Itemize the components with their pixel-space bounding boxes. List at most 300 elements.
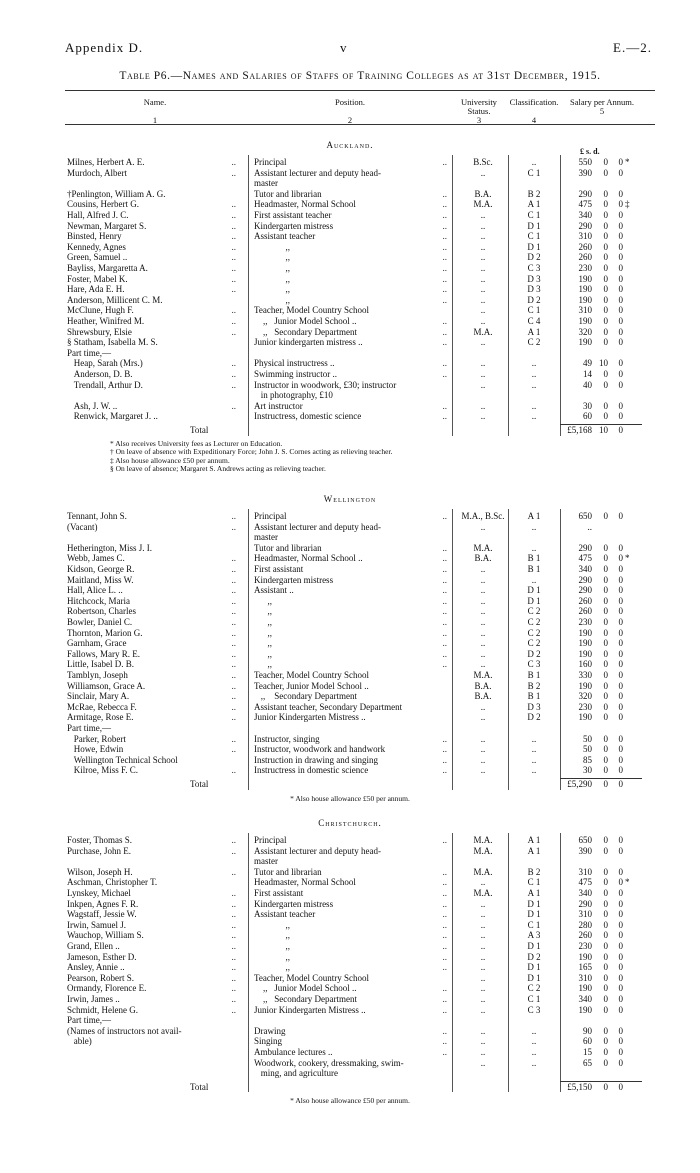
salary-shillings-cell: 0	[603, 648, 608, 659]
leader-dots: ..	[231, 210, 236, 220]
salary-pounds-cell: 230	[578, 263, 592, 273]
position-cell: Assistant teacher, Secondary Department	[254, 701, 403, 712]
salary-pounds-cell: 60	[583, 1036, 592, 1047]
classification-cell: C 3	[527, 1004, 541, 1015]
table-row	[0, 337, 700, 348]
classification-cell: A 1	[527, 888, 541, 898]
salary-shillings-cell: 0	[603, 337, 608, 348]
position-cell: Assistant teacher	[254, 909, 316, 920]
salary-pence-cell: 0	[618, 866, 623, 877]
name-cell: Kidson, George R.	[67, 564, 135, 574]
salary-pounds-cell: 290	[578, 574, 592, 585]
name-cell: Garnham, Grace	[67, 638, 127, 649]
leader-dots: ..	[442, 585, 447, 596]
footnote: * Also house allowance £50 per annum.	[290, 793, 410, 803]
status-cell: B.A.	[474, 188, 492, 199]
table-row	[0, 973, 700, 984]
status-cell: M.A.	[473, 845, 493, 856]
salary-shillings-cell: 0	[603, 231, 608, 242]
classification-cell: D 1	[527, 585, 541, 596]
salary-shillings-cell: 0	[603, 1036, 608, 1047]
leader-dots: ..	[442, 951, 447, 962]
salary-pence-cell: 0	[618, 358, 623, 369]
position-cell: ,, Secondary Department	[254, 691, 357, 702]
salary-shillings-cell: 0	[603, 941, 608, 951]
position-cell: ,,	[254, 595, 272, 606]
classification-cell: C 2	[527, 627, 541, 638]
salary-pence-cell: 0	[618, 564, 623, 574]
leader-dots: ..	[231, 627, 236, 638]
position-cell: Kindergarten mistress	[254, 574, 334, 585]
salary-pence-cell: 0	[618, 252, 623, 263]
salary-shillings-cell: 0	[603, 1004, 608, 1015]
position-cell: Junior Kindergarten Mistress ..	[254, 1004, 366, 1015]
table-row	[0, 1005, 700, 1016]
name-cell: Wellington Technical School	[67, 754, 178, 765]
classification-cell: D 1	[527, 941, 541, 951]
classification-cell: C 2	[527, 337, 541, 348]
salary-pounds-cell: 190	[578, 680, 592, 691]
salary-pence-cell: 0	[618, 585, 623, 596]
status-cell: M.A.	[473, 542, 493, 553]
name-cell: Williamson, Grace A.	[67, 680, 146, 691]
status-cell: ..	[480, 241, 486, 252]
total-rule	[560, 778, 642, 779]
status-cell: ..	[480, 962, 486, 973]
table-row	[0, 380, 700, 391]
salary-shillings-cell: 0	[603, 617, 608, 627]
table-row	[0, 585, 700, 596]
salary-pounds-cell: 475	[578, 199, 592, 210]
column-rule	[248, 833, 249, 1092]
leader-dots: ..	[442, 400, 447, 411]
table-row	[0, 962, 700, 973]
salary-shillings-cell: 0	[603, 542, 608, 553]
leader-dots: ..	[231, 521, 236, 532]
position-cell: Instructress in domestic science	[254, 765, 369, 776]
name-cell: Pearson, Robert S.	[67, 972, 134, 983]
table-row	[0, 856, 700, 867]
classification-cell: C 2	[527, 617, 541, 627]
column-rule	[560, 833, 561, 1092]
name-cell: Armitage, Rose E.	[67, 712, 134, 723]
leader-dots: ..	[231, 305, 236, 316]
salary-pence-cell: 0	[618, 542, 623, 553]
position-cell: ,,	[254, 263, 290, 273]
classification-cell: C 1	[527, 919, 541, 930]
leader-dots: ..	[231, 919, 236, 930]
salary-shillings-cell: 0	[603, 606, 608, 617]
leader-dots: ..	[231, 648, 236, 659]
status-cell: ..	[480, 712, 486, 723]
salary-shillings-cell: 0	[603, 157, 608, 167]
classification-cell: ..	[531, 369, 537, 379]
salary-pence-cell: 0	[618, 877, 623, 888]
salary-pence-cell: 0	[618, 733, 623, 744]
leader-dots: ..	[442, 744, 447, 755]
leader-dots: ..	[442, 273, 447, 284]
leader-dots: ..	[231, 1004, 236, 1015]
status-cell: ..	[480, 648, 486, 659]
salary-pounds-cell: 30	[583, 400, 592, 411]
salary-shillings-cell: 0	[603, 167, 608, 178]
salary-shillings-cell: 0	[603, 294, 608, 305]
salary-pounds-cell: 310	[578, 866, 592, 877]
classification-cell: D 1	[527, 595, 541, 606]
salary-pence-cell: 0	[618, 712, 623, 723]
salary-pounds-cell: 190	[578, 627, 592, 638]
leader-dots: ..	[231, 972, 236, 983]
salary-shillings-cell: 0	[603, 1057, 608, 1068]
position-cell: ,,	[254, 648, 272, 659]
classification-cell: C 1	[527, 994, 541, 1004]
position-cell: ,,	[254, 919, 290, 930]
table-row	[0, 295, 700, 306]
table-row	[0, 1068, 700, 1079]
position-cell: First assistant	[254, 888, 304, 898]
salary-pounds-cell: 310	[578, 305, 592, 316]
classification-cell: B 2	[527, 680, 541, 691]
salary-pounds-cell: 160	[578, 659, 592, 670]
leader-dots: ..	[231, 400, 236, 411]
name-cell: Heap, Sarah (Mrs.)	[67, 358, 143, 369]
salary-pence-cell: 0	[618, 606, 623, 617]
table-row	[0, 983, 700, 994]
salary-pence-cell: 0	[618, 765, 623, 776]
position-cell: Junior Kindergarten Mistress ..	[254, 712, 366, 723]
leader-dots: ..	[231, 888, 236, 898]
position-cell: Teacher, Model Country School	[254, 972, 369, 983]
salary-pence-cell: 0	[618, 648, 623, 659]
salary-shillings-cell: 0	[603, 316, 608, 326]
salary-pounds-cell: 310	[578, 972, 592, 983]
table-row	[0, 877, 700, 888]
name-cell: Fallows, Mary R. E.	[67, 648, 140, 659]
table-row	[0, 411, 700, 422]
salary-shillings-cell: 10	[599, 358, 608, 369]
table-row	[0, 210, 700, 221]
name-cell: Maitland, Miss W.	[67, 574, 134, 585]
salary-pence-cell: 0	[618, 369, 623, 379]
table-row	[0, 358, 700, 369]
leader-dots: ..	[231, 326, 236, 337]
classification-cell: A 1	[527, 511, 541, 521]
status-cell: ..	[480, 733, 486, 744]
table-row	[0, 168, 700, 179]
column-rule	[508, 833, 509, 1092]
status-cell: ..	[480, 167, 486, 178]
leader-dots: ..	[442, 337, 447, 348]
salary-shillings-cell: 0	[603, 701, 608, 712]
salary-pence-cell: 0	[618, 638, 623, 649]
salary-shillings-cell: 0	[603, 691, 608, 702]
status-cell: M.A.	[473, 670, 493, 680]
leader-dots: ..	[231, 712, 236, 723]
table-row	[0, 242, 700, 253]
salary-pounds-cell: 190	[578, 294, 592, 305]
salary-pence-cell: 0	[618, 188, 623, 199]
total-label: Total	[190, 779, 209, 789]
position-cell: ,,	[254, 627, 272, 638]
position-cell: Drawing	[254, 1025, 286, 1036]
column-header-position: Position. 2	[335, 97, 365, 125]
total-pence: 0	[618, 1081, 623, 1092]
salary-shillings-cell: 0	[603, 400, 608, 411]
leader-dots: ..	[442, 930, 447, 941]
salary-pence-cell: 0	[618, 962, 623, 973]
status-cell: ..	[480, 585, 486, 596]
salary-shillings-cell: 0	[603, 553, 608, 564]
classification-cell: C 1	[527, 877, 541, 888]
leader-dots: ..	[442, 369, 447, 379]
salary-shillings-cell: 0	[603, 744, 608, 755]
total-pence: 0	[618, 425, 623, 435]
salary-pence-cell: 0	[618, 701, 623, 712]
table-row	[0, 723, 700, 734]
name-cell: Tamblyn, Joseph	[67, 670, 128, 680]
position-cell: ,,	[254, 284, 290, 295]
salary-pence-cell: 0	[618, 994, 623, 1004]
status-cell: ..	[480, 273, 486, 284]
table-row	[0, 702, 700, 713]
position-cell: Principal	[254, 835, 287, 845]
salary-pounds-cell: 230	[578, 617, 592, 627]
name-cell: Hall, Alfred J. C.	[67, 210, 129, 220]
classification-cell: B 1	[527, 564, 541, 574]
page-header-left: Appendix D.	[65, 40, 144, 55]
position-cell: ,,	[254, 241, 290, 252]
position-cell: Instructress, domestic science	[254, 411, 362, 422]
leader-dots: ..	[231, 263, 236, 273]
salary-pounds-cell: 475	[578, 553, 592, 564]
leader-dots: ..	[231, 845, 236, 856]
salary-pence-cell: 0	[618, 744, 623, 755]
salary-pence-cell: 0	[618, 888, 623, 898]
position-cell: Swimming instructor ..	[254, 369, 337, 379]
status-cell: ..	[480, 316, 486, 326]
leader-dots: ..	[442, 919, 447, 930]
salary-pounds-cell: 165	[578, 962, 592, 973]
name-cell: Howe, Edwin	[67, 744, 124, 755]
salary-pounds-cell: 310	[578, 909, 592, 920]
salary-shillings-cell: 0	[603, 670, 608, 680]
table-row	[0, 327, 700, 338]
status-cell: ..	[480, 252, 486, 263]
status-cell: ..	[480, 877, 486, 888]
classification-cell: D 1	[527, 962, 541, 973]
position-cell: Kindergarten mistress	[254, 898, 334, 909]
leader-dots: ..	[231, 835, 236, 845]
name-cell: Renwick, Margaret J. ..	[67, 411, 158, 422]
salary-pence-cell: 0	[618, 157, 623, 167]
name-cell: Thornton, Marion G.	[67, 627, 143, 638]
classification-cell: C 2	[527, 983, 541, 994]
salary-pounds-cell: 49	[583, 358, 592, 369]
name-cell: Wilson, Joseph H.	[67, 866, 133, 877]
salary-pounds-cell: 290	[578, 542, 592, 553]
salary-pence-cell: 0	[618, 1057, 623, 1068]
salary-pence-cell: 0	[618, 167, 623, 178]
salary-shillings-cell: 0	[603, 199, 608, 210]
salary-pounds-cell: 190	[578, 337, 592, 348]
salary-shillings-cell: 0	[603, 627, 608, 638]
leader-dots: ..	[231, 930, 236, 941]
section-title: Christchurch.	[318, 818, 382, 828]
position-cell: Principal	[254, 511, 287, 521]
salary-pounds-cell: 340	[578, 210, 592, 220]
position-cell: ,, Junior Model School ..	[254, 316, 357, 326]
salary-pence-cell: 0	[618, 411, 623, 422]
leader-dots: ..	[442, 316, 447, 326]
status-cell: ..	[480, 379, 486, 390]
section-title: Auckland.	[326, 140, 374, 150]
leader-dots: ..	[231, 585, 236, 596]
total-shillings: 0	[603, 779, 608, 789]
status-cell: ..	[480, 909, 486, 920]
leader-dots: ..	[231, 701, 236, 712]
salary-pence-cell: 0	[618, 845, 623, 856]
name-cell: Green, Samuel ..	[67, 252, 128, 263]
table-row	[0, 305, 700, 316]
position-cell: ,,	[254, 252, 290, 263]
salary-pence-cell: 0	[618, 337, 623, 348]
table-row	[0, 1047, 700, 1058]
salary-pounds-cell: 50	[583, 744, 592, 755]
leader-dots: ..	[442, 231, 447, 242]
name-cell: †Penlington, William A. G.	[67, 188, 166, 199]
position-cell: Headmaster, Normal School	[254, 199, 356, 210]
leader-dots: ..	[442, 411, 447, 422]
salary-shillings-cell: 0	[603, 983, 608, 994]
status-cell: ..	[480, 564, 486, 574]
salary-shillings-cell: 0	[603, 972, 608, 983]
table-row	[0, 691, 700, 702]
classification-cell: D 3	[527, 701, 541, 712]
salary-pounds-cell: 260	[578, 606, 592, 617]
salary-shillings-cell: 0	[603, 585, 608, 596]
position-cell: ,,	[254, 606, 272, 617]
page-header-center: v	[340, 40, 348, 55]
classification-cell: D 1	[527, 898, 541, 909]
classification-cell: B 1	[527, 670, 541, 680]
table-row	[0, 606, 700, 617]
salary-shillings-cell: 0	[603, 574, 608, 585]
classification-cell: C 3	[527, 263, 541, 273]
salary-pence-cell: 0	[618, 659, 623, 670]
name-cell: Kennedy, Agnes	[67, 241, 126, 252]
leader-dots: ..	[231, 962, 236, 973]
status-cell: B.A.	[474, 680, 492, 691]
salary-pounds-cell: 65	[583, 1057, 592, 1068]
name-cell: Part time,—	[67, 723, 111, 733]
table-row	[0, 617, 700, 628]
name-cell: Heather, Winifred M.	[67, 316, 145, 326]
status-cell: ..	[480, 1004, 486, 1015]
table-row	[0, 553, 700, 564]
position-cell: Headmaster, Normal School	[254, 877, 356, 888]
position-cell: Tutor and librarian	[254, 542, 322, 553]
status-cell: ..	[480, 305, 486, 316]
total-row	[0, 1082, 700, 1093]
salary-pence-cell: 0	[618, 1036, 623, 1047]
column-rule	[452, 509, 453, 790]
salary-pounds-cell: 340	[578, 564, 592, 574]
salary-pence-cell: 0	[618, 220, 623, 231]
leader-dots: ..	[442, 877, 447, 888]
salary-pence-cell: 0	[618, 400, 623, 411]
leader-dots: ..	[442, 617, 447, 627]
position-cell: ,, Secondary Department	[254, 326, 357, 337]
classification-cell: D 2	[527, 252, 541, 263]
position-cell: master	[254, 532, 278, 543]
table-row	[0, 596, 700, 607]
salary-shillings-cell: 0	[603, 877, 608, 888]
classification-cell: ..	[531, 1057, 537, 1068]
classification-cell: D 2	[527, 712, 541, 723]
leader-dots: ..	[231, 231, 236, 242]
status-cell: M.A.	[473, 888, 493, 898]
position-cell: ,, Junior Model School ..	[254, 983, 357, 994]
status-cell: ..	[480, 574, 486, 585]
status-cell: ..	[480, 210, 486, 220]
salary-pence-cell: 0	[618, 898, 623, 909]
classification-cell: A 1	[527, 199, 541, 210]
salary-pounds-cell: 650	[578, 835, 592, 845]
name-cell: Milnes, Herbert A. E.	[67, 157, 145, 167]
name-cell: Hare, Ada E. H.	[67, 284, 125, 295]
classification-cell: A 3	[527, 930, 541, 941]
salary-pounds-cell: 190	[578, 712, 592, 723]
salary-shillings-cell: 0	[603, 210, 608, 220]
name-cell: Wauchop, William S.	[67, 930, 144, 941]
salary-pence-cell: 0	[618, 305, 623, 316]
status-cell: ..	[480, 617, 486, 627]
salary-pounds-cell: 90	[583, 1025, 592, 1036]
salary-units: £ s. d.	[580, 147, 600, 156]
name-cell: Lynskey, Michael	[67, 888, 131, 898]
classification-cell: ..	[531, 733, 537, 744]
leader-dots: ..	[231, 284, 236, 295]
name-cell: able)	[67, 1036, 92, 1047]
name-cell: Anderson, Millicent C. M.	[67, 294, 163, 305]
name-cell: Hall, Alice L. ..	[67, 585, 123, 596]
name-cell: Ormandy, Florence E.	[67, 983, 147, 994]
total-label: Total	[190, 1081, 209, 1092]
total-rule	[560, 424, 642, 425]
column-header-classification: Classification. 4	[509, 97, 559, 125]
leader-dots: ..	[231, 167, 236, 178]
salary-shillings-cell: 0	[603, 511, 608, 521]
column-rule	[452, 155, 453, 436]
salary-pounds-cell: 190	[578, 648, 592, 659]
salary-shillings-cell: 0	[603, 659, 608, 670]
position-cell: ,,	[254, 617, 272, 627]
classification-cell: ..	[531, 1047, 537, 1057]
salary-shillings-cell: 0	[603, 263, 608, 273]
footnote: * Also house allowance £50 per annum.	[290, 1096, 410, 1106]
salary-shillings-cell: 0	[603, 866, 608, 877]
salary-pence-cell: 0	[618, 316, 623, 326]
classification-cell: ..	[531, 542, 537, 553]
table-row	[0, 1015, 700, 1026]
position-cell: Assistant lecturer and deputy head-	[254, 845, 381, 856]
salary-pence-cell: 0	[618, 835, 623, 845]
salary-pounds-cell: 190	[578, 983, 592, 994]
salary-shillings-cell: 0	[603, 411, 608, 422]
leader-dots: ..	[442, 199, 447, 210]
salary-shillings-cell: 0	[603, 951, 608, 962]
column-headers	[0, 92, 700, 125]
